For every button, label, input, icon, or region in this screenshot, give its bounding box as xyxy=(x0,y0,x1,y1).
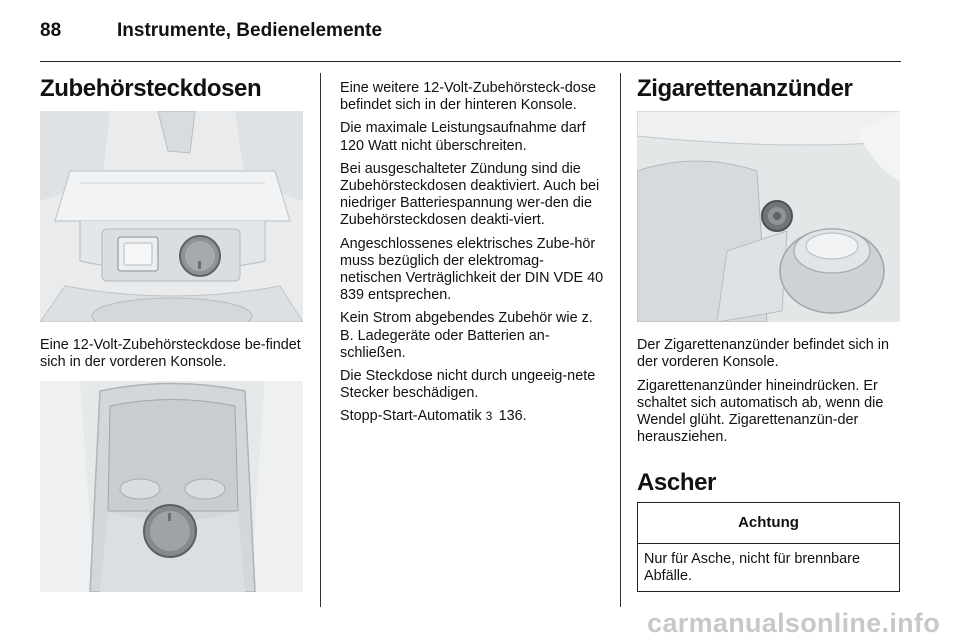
column-2-text xyxy=(340,80,605,432)
watermark: carmanualsonline.info xyxy=(647,608,940,638)
column-divider-2 xyxy=(620,73,621,607)
section-heading-zubehoersteckdosen: Zubehörsteckdosen xyxy=(40,75,262,102)
warning-title: Achtung xyxy=(638,503,899,544)
front-console-socket-photo xyxy=(40,111,303,322)
cross-reference-text: Stopp-Start-Automatik xyxy=(340,408,482,425)
cigarette-lighter-photo xyxy=(637,111,900,322)
cross-reference[interactable] xyxy=(340,408,605,425)
section-heading-zigarettenanzuender: Zigarettenanzünder xyxy=(637,75,853,102)
paragraph-lighter-location: Der Zigarettenanzünder befindet sich in der vorderen Konsole. xyxy=(637,337,889,370)
cross-reference-arrow-icon: 3 xyxy=(485,409,493,424)
paragraph: Bei ausgeschalteter Zündung sind die Zubehörsteckdosen deaktiviert. Auch bei niedriger Batteriespannung wer-den die Zubehörsteckdosen deakti-viert. xyxy=(340,160,600,229)
caption-front-socket: Eine 12-Volt-Zubehörsteckdose be-findet sich in der vorderen Konsole. xyxy=(40,337,301,370)
paragraph: Die maximale Leistungsaufnahme darf 120 Watt nicht überschreiten. xyxy=(340,120,586,154)
paragraph: Eine weitere 12-Volt-Zubehörsteck-dose befindet sich in der hinteren Konsole. xyxy=(340,80,596,114)
warning-box xyxy=(637,502,900,592)
rear-console-socket-photo xyxy=(40,381,303,592)
paragraph: Die Steckdose nicht durch ungeeig-nete Stecker beschädigen. xyxy=(340,368,596,402)
header-rule xyxy=(40,61,901,62)
paragraph: Angeschlossenes elektrisches Zube-hör muss bezüglich der elektromag-netischen Verträglichkeit der DIN VDE 40 839 entsprechen. xyxy=(340,235,604,304)
paragraph-lighter-usage: Zigarettenanzünder hineindrücken. Er schaltet sich automatisch ab, wenn die Wendel glüht. Zigarettenanzün-der herausziehen. xyxy=(637,378,884,445)
page-number: 88 xyxy=(40,20,62,41)
cross-reference-page: 136. xyxy=(498,408,527,425)
paragraph: Kein Strom abgebendes Zubehör wie z. B. Ladegeräte oder Batterien an-schließen. xyxy=(340,310,593,361)
section-heading-ascher: Ascher xyxy=(637,469,716,496)
running-header: Instrumente, Bedienelemente xyxy=(117,20,383,41)
column-divider-1 xyxy=(320,73,321,607)
warning-text: Nur für Asche, nicht für brennbare Abfälle. xyxy=(644,551,860,584)
